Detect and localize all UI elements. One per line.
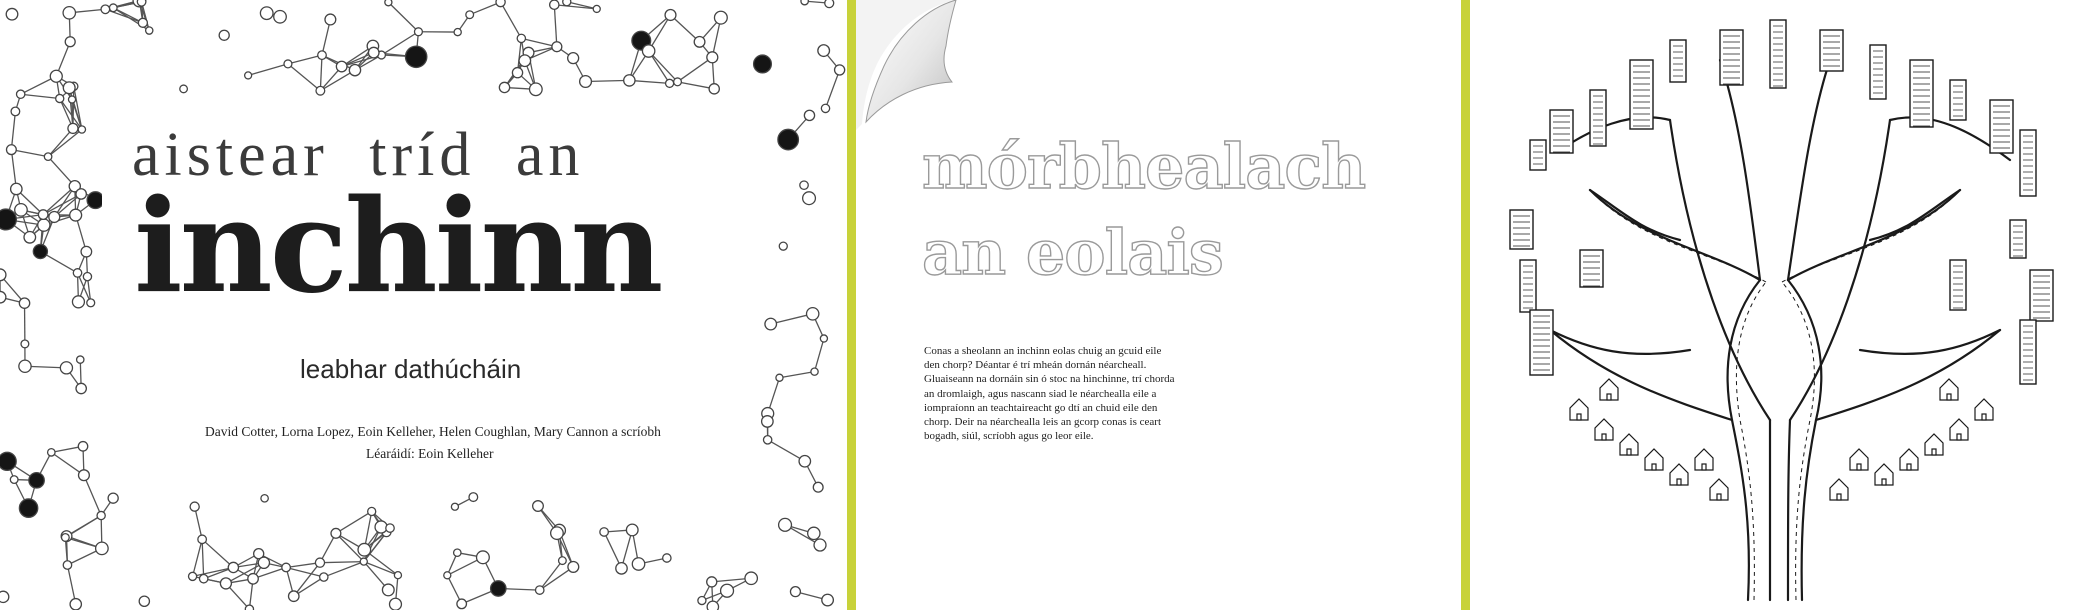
text-page (856, 0, 1461, 610)
body-line: an dromlaigh, agus nascann siad le néarchealla eile a (924, 387, 1157, 400)
body-line: chorp. Deir na néarchealla leis an gcorp conas is ceart (924, 416, 1161, 429)
cover-authors: David Cotter, Lorna Lopez, Eoin Kelleher, Helen Coughlan, Mary Cannon a scríobh (205, 424, 661, 439)
page-divider (847, 0, 856, 610)
book-cover (0, 0, 847, 610)
page-curl-icon[interactable] (856, 0, 966, 130)
city-tree-illustration (1470, 0, 2100, 610)
cover-illustrator: Léaráidí: Eoin Kelleher (366, 446, 494, 461)
body-line: Conas a sheolann an inchinn eolas chuig an gcuid eile (924, 345, 1162, 357)
section-title-line2: an eolais (922, 216, 1223, 289)
illustration-page (1470, 0, 2100, 610)
page-divider (1461, 0, 1470, 610)
cover-title-line1: aistear tríd an (132, 121, 585, 189)
body-paragraph (924, 344, 1224, 443)
body-line: Gluaiseann na dornáin sin ó stoc na hinchinne, trí chorda (924, 373, 1175, 386)
section-title-line1: mórbhealach (922, 130, 1366, 203)
body-line: bogadh, siúl, scríobh agus go leor eile. (924, 430, 1094, 443)
cover-subtitle: leabhar dathúcháin (300, 354, 522, 384)
body-line: den chorp? Déantar é trí mheán dornán néarcheall. (924, 359, 1147, 372)
cover-title-line2: inchinn (134, 172, 661, 322)
body-line: iompraíonn an teachtaireacht go dtí an chuid eile den (924, 401, 1158, 414)
